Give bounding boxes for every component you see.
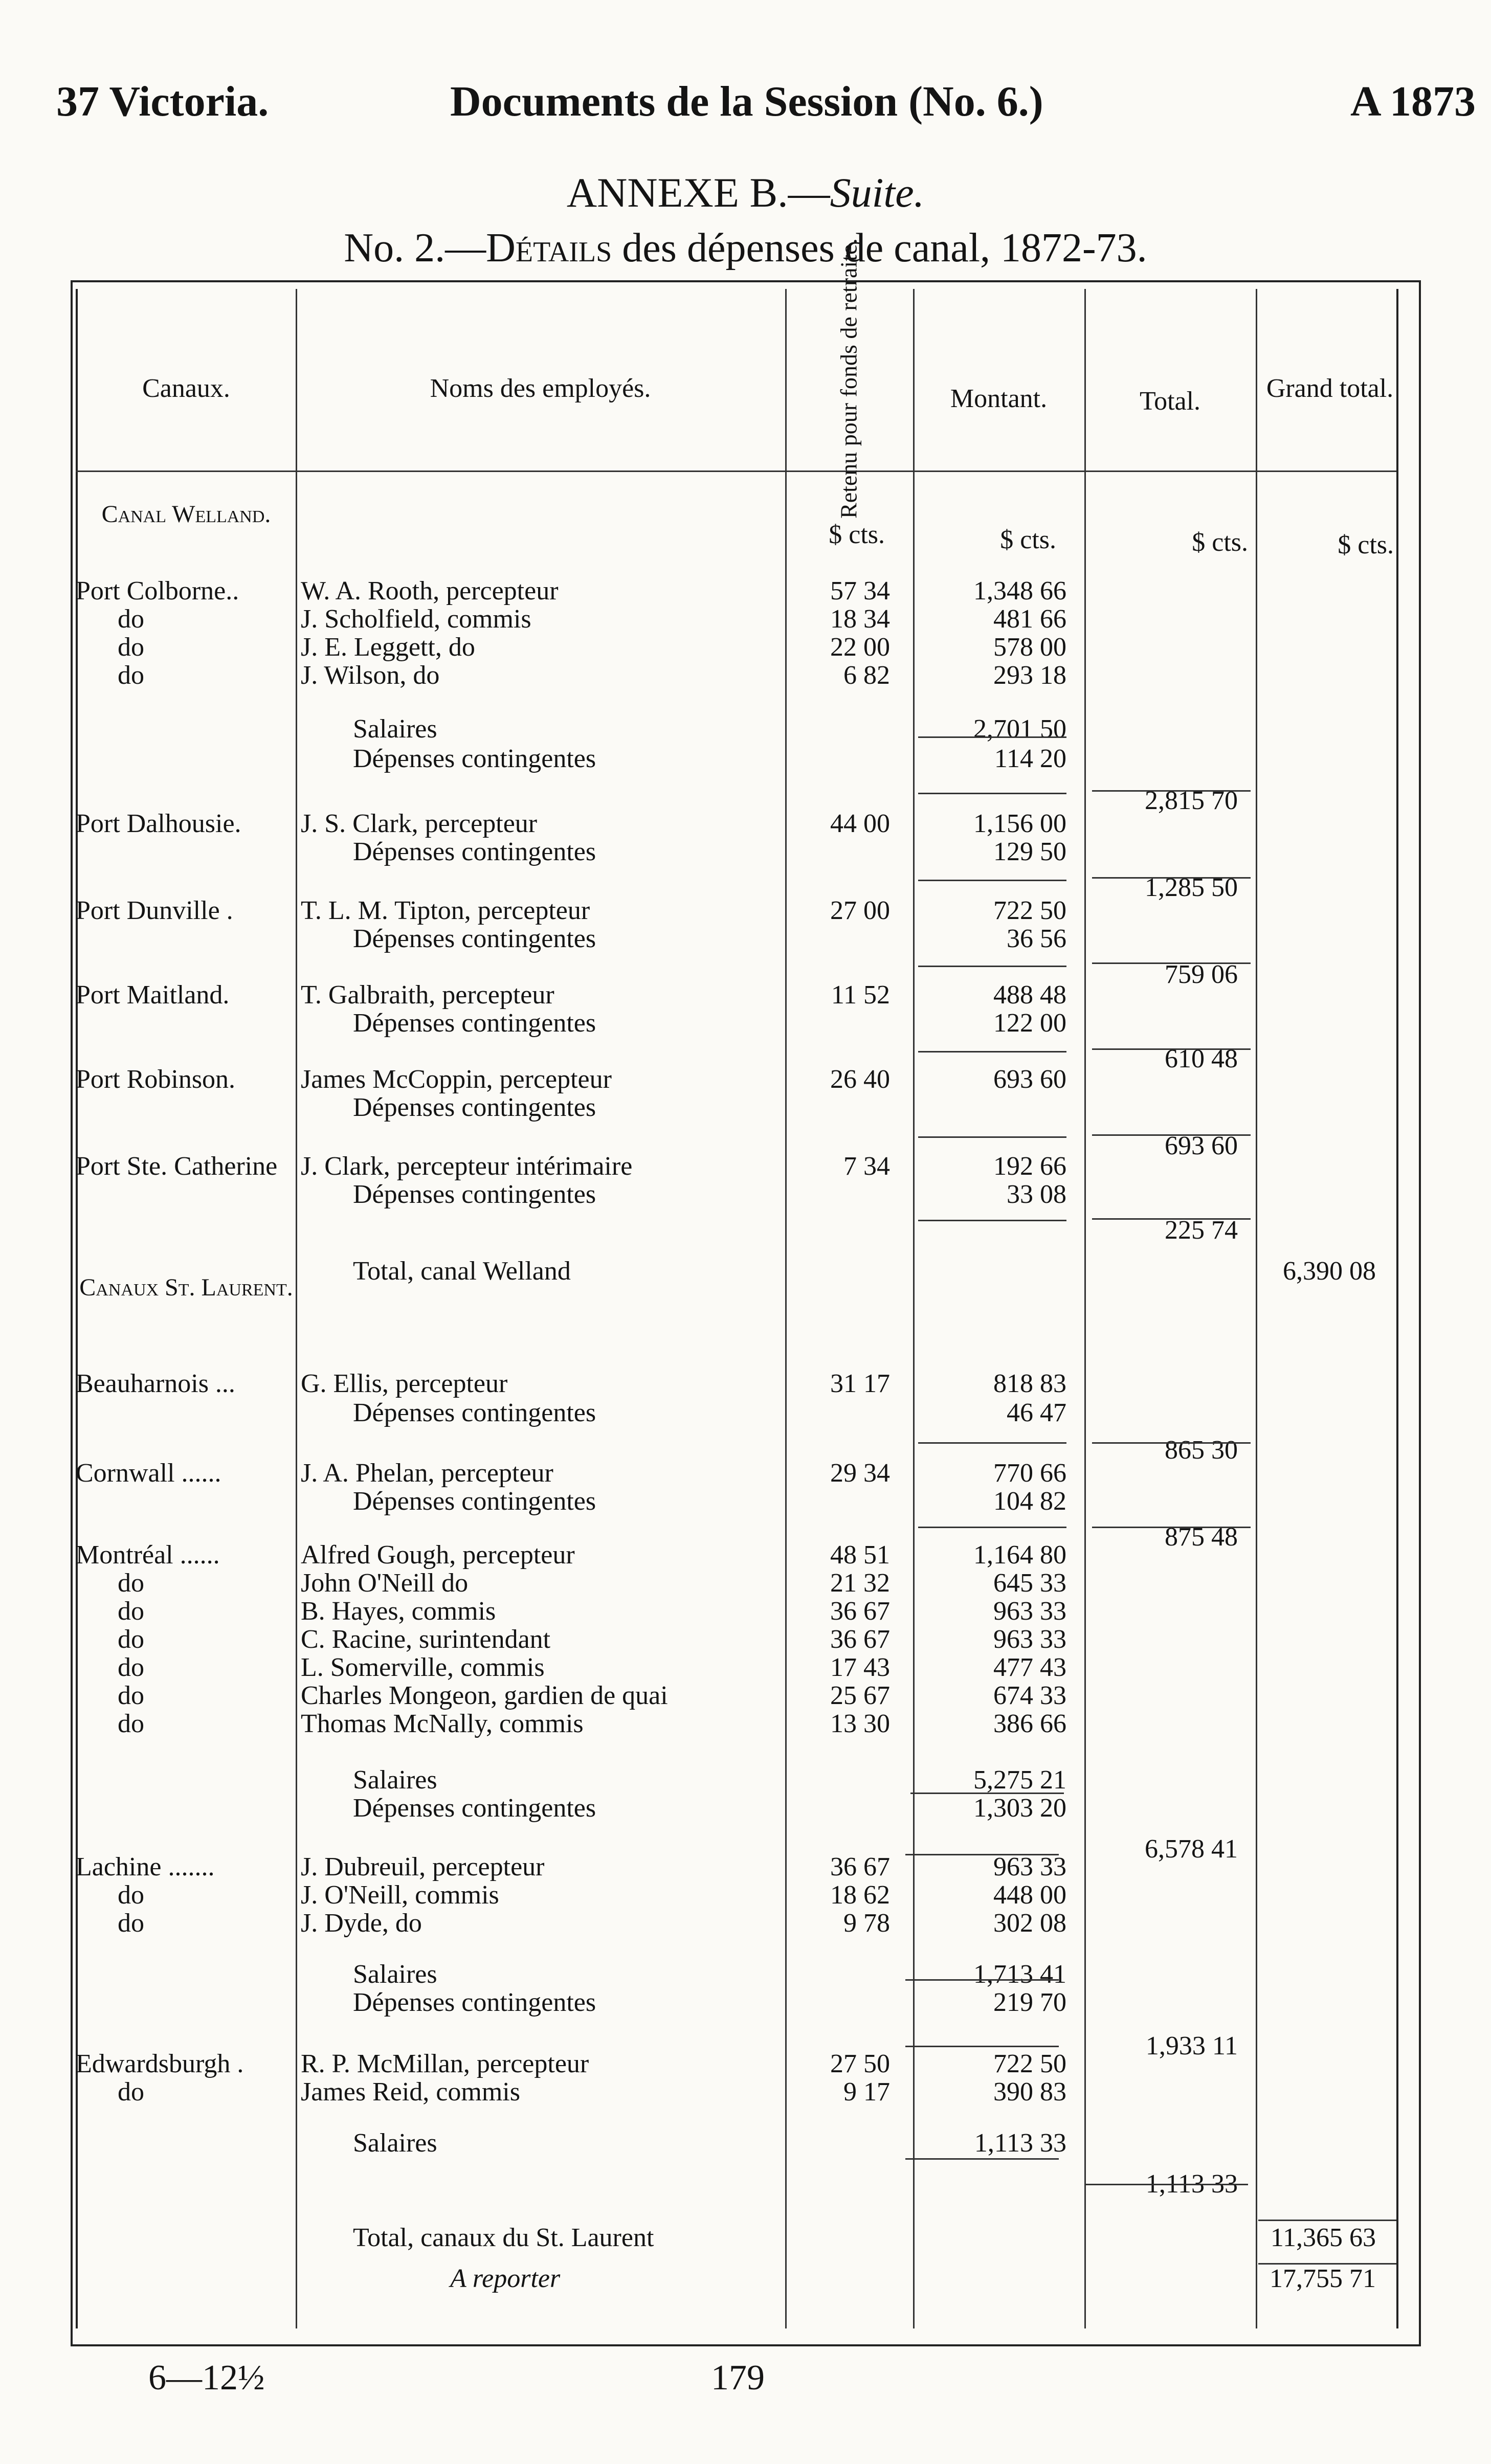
cell-name: Total, canaux du St. Laurent [353,2223,654,2252]
cell-name: J. O'Neill, commis [301,1880,499,1910]
cell-total: 865 30 [1165,1436,1238,1465]
cell-montant: 578 00 [993,633,1066,662]
cell-montant: 722 50 [993,2049,1066,2078]
page-number: 179 [711,2358,765,2398]
cell-retenu: 27 50 [830,2049,890,2078]
cell-name: C. Racine, surintendant [301,1625,551,1654]
cell-name: Dépenses contingentes [353,1988,596,2017]
cell-retenu: 22 00 [830,633,890,662]
cell-montant: 386 66 [993,1709,1066,1738]
cell-montant: 114 20 [994,744,1066,773]
cell-montant: 302 08 [993,1909,1066,1938]
cell-name: J. Wilson, do [301,661,440,690]
cell-canal: Port Dalhousie. [76,809,241,838]
subtotal-rule [918,793,1066,794]
cell-montant: 448 00 [993,1880,1066,1910]
cell-name: Charles Mongeon, gardien de quai [301,1681,668,1710]
cell-name: J. S. Clark, percepteur [301,809,538,838]
header-rule [76,471,1396,472]
cell-retenu: 57 34 [830,576,890,606]
cell-canal: do [118,1597,144,1626]
cell-montant: 104 82 [993,1487,1066,1516]
cell-name: J. A. Phelan, percepteur [301,1459,553,1488]
cell-montant: 1,713 41 [973,1960,1066,1989]
cell-montant: 1,164 80 [973,1540,1066,1570]
cell-retenu: 44 00 [830,809,890,838]
col-divider-canaux [296,289,297,2328]
cell-name: Salaires [353,714,437,744]
cell-montant: 46 47 [1007,1398,1066,1427]
cell-retenu: 17 43 [830,1653,890,1682]
cell-canal: Cornwall ...... [76,1459,221,1488]
cell-total: 225 74 [1165,1216,1238,1245]
subtotal-rule [918,1527,1066,1528]
cell-canal: do [118,604,144,634]
subtotal-rule [918,966,1066,967]
cell-retenu: 36 67 [830,1852,890,1881]
subtotal-rule [1092,790,1251,792]
col-divider-total [1256,289,1257,2328]
cell-canal: do [118,1653,144,1682]
cell-total: 1,113 33 [1145,2169,1238,2199]
subtotal-rule [1092,1442,1251,1444]
cell-retenu: 9 17 [843,2077,890,2107]
subtotal-rule [918,1220,1066,1221]
cell-montant: 963 33 [993,1597,1066,1626]
cell-name: L. Somerville, commis [301,1653,545,1682]
cell-canal: Port Robinson. [76,1065,236,1094]
col-header-canaux: Canaux. [142,374,230,403]
subtotal-rule [918,1136,1066,1138]
cell-retenu: 11 52 [831,980,890,1010]
subtotal-rule [1092,1048,1251,1050]
table-inner-frame [76,289,1398,2328]
cell-name: J. Clark, percepteur intérimaire [301,1152,633,1181]
subtotal-rule [905,2046,1059,2047]
table-title-rest: des dépenses de canal, 1872-73. [612,226,1147,271]
col-header-total: Total. [1139,387,1201,416]
cell-name: J. Dyde, do [301,1909,422,1938]
session-year: 37 Victoria. [56,78,269,125]
cell-total: 1,285 50 [1145,873,1238,902]
cell-retenu: 9 78 [843,1909,890,1938]
cell-canal: do [118,1909,144,1938]
cell-retenu: 31 17 [830,1369,890,1398]
cell-name: B. Hayes, commis [301,1597,496,1626]
cell-montant: 122 00 [993,1009,1066,1038]
cell-montant: 33 08 [1007,1180,1066,1209]
cell-total: 693 60 [1165,1131,1238,1160]
cell-montant: 1,113 33 [974,2129,1066,2158]
cell-name: Dépenses contingentes [353,1093,596,1122]
cell-retenu: 36 67 [830,1625,890,1654]
cell-montant: 645 33 [993,1569,1066,1598]
table-number: No. 2.— [344,226,486,271]
cell-name: James Reid, commis [301,2077,520,2107]
cell-montant: 488 48 [993,980,1066,1010]
cell-montant: 770 66 [993,1459,1066,1488]
cell-montant: 481 66 [993,604,1066,634]
subtotal-rule [910,1793,1064,1794]
cell-montant: 477 43 [993,1653,1066,1682]
cell-total: 2,815 70 [1145,786,1238,815]
document-year: A 1873 [1350,78,1476,125]
grandtotal-rule [1258,2220,1396,2221]
cell-montant: 1,156 00 [973,809,1066,838]
subtotal-rule [1092,1134,1251,1136]
unit-montant: $ cts. [1000,525,1056,554]
cell-name: Total, canal Welland [353,1257,571,1286]
section-canal-welland: Canal Welland. [101,501,271,528]
cell-canal: Beauharnois ... [76,1369,235,1398]
cell-canal: Port Maitland. [76,980,230,1010]
cell-name: Thomas McNally, commis [301,1709,584,1738]
cell-montant: 722 50 [993,896,1066,925]
cell-grand: 17,755 71 [1270,2264,1376,2293]
subtotal-rule [918,880,1066,881]
subtotal-rule [918,1442,1066,1444]
cell-name: Dépenses contingentes [353,837,596,866]
cell-retenu: 21 32 [830,1569,890,1598]
cell-montant: 129 50 [993,837,1066,866]
cell-name: Salaires [353,1765,437,1795]
cell-canal: Edwardsburgh . [76,2049,244,2078]
cell-canal: Port Colborne.. [76,576,239,606]
cell-name: John O'Neill do [301,1569,469,1598]
cell-total: 759 06 [1165,960,1238,989]
cell-montant: 293 18 [993,661,1066,690]
table-title [0,225,1491,272]
cell-name: T. Galbraith, percepteur [301,980,554,1010]
grandtotal-rule [1258,2263,1396,2265]
cell-retenu: 26 40 [830,1065,890,1094]
cell-montant: 674 33 [993,1681,1066,1710]
cell-canal: do [118,633,144,662]
cell-grand: 11,365 63 [1270,2223,1376,2252]
cell-montant: 693 60 [993,1065,1066,1094]
cell-canal: Montréal ...... [76,1540,220,1570]
cell-montant: 1,348 66 [973,576,1066,606]
cell-retenu: 18 34 [830,604,890,634]
cell-name: Salaires [353,2129,437,2158]
cell-name: Alfred Gough, percepteur [301,1540,575,1570]
cell-total: 875 48 [1165,1522,1238,1552]
cell-canal: do [118,1880,144,1910]
cell-name: W. A. Rooth, percepteur [301,576,559,606]
unit-retenu: $ cts. [829,520,885,549]
col-header-montant: Montant. [950,384,1048,413]
subtotal-rule [1092,877,1251,879]
col-header-retenu-text: Retenu pour fonds de retraite. [835,238,862,519]
unit-total: $ cts. [1192,528,1248,557]
col-header-grand-total: Grand total. [1266,374,1394,403]
cell-name: Dépenses contingentes [353,744,596,773]
cell-canal: do [118,1625,144,1654]
subtotal-rule [905,1854,1059,1855]
document-series: Documents de la Session (No. 6.) [450,78,1043,125]
cell-montant: 36 56 [1007,924,1066,953]
cell-retenu: 18 62 [830,1880,890,1910]
cell-retenu: 36 67 [830,1597,890,1626]
cell-name: Dépenses contingentes [353,1180,596,1209]
cell-name: T. L. M. Tipton, percepteur [301,896,590,925]
cell-retenu: 27 00 [830,896,890,925]
cell-montant: 2,701 50 [973,714,1066,744]
subtotal-rule [918,1051,1066,1052]
cell-canal: Port Ste. Catherine [76,1152,278,1181]
cell-montant: 1,303 20 [973,1794,1066,1823]
subtotal-rule [905,1979,1059,1981]
subtotal-rule [905,2158,1059,2160]
cell-name: Dépenses contingentes [353,1009,596,1038]
subtotal-rule [1092,962,1251,964]
cell-retenu: 25 67 [830,1681,890,1710]
cell-name: Dépenses contingentes [353,924,596,953]
col-divider-montant [1084,289,1086,2328]
cell-retenu: 6 82 [843,661,890,690]
cell-name: J. E. Leggett, do [301,633,475,662]
cell-name: J. Scholfield, commis [301,604,531,634]
annexe-title [0,169,1491,217]
cell-name: J. Dubreuil, percepteur [301,1852,545,1881]
cell-name: Dépenses contingentes [353,1487,596,1516]
cell-montant: 192 66 [993,1152,1066,1181]
cell-name: R. P. McMillan, percepteur [301,2049,589,2078]
subtotal-rule [1092,1527,1251,1528]
cell-name: Salaires [353,1960,437,1989]
col-header-retenu [785,238,913,519]
cell-canal: do [118,1681,144,1710]
cell-montant: 219 70 [993,1988,1066,2017]
cell-montant: 963 33 [993,1625,1066,1654]
unit-grand: $ cts. [1338,530,1394,559]
cell-total: 610 48 [1165,1044,1238,1073]
col-divider-noms [785,289,787,2328]
cell-canal: do [118,661,144,690]
cell-canal: Port Dunville . [76,896,233,925]
cell-total: 6,578 41 [1145,1834,1238,1864]
cell-retenu: 29 34 [830,1459,890,1488]
cell-canal: do [118,1709,144,1738]
cell-name: James McCoppin, percepteur [301,1065,612,1094]
cell-retenu: 13 30 [830,1709,890,1738]
cell-grand: 6,390 08 [1283,1257,1376,1286]
cell-montant: 390 83 [993,2077,1066,2107]
table-title-smallcaps: Détails [486,226,612,271]
annexe-label: ANNEXE B.— [566,169,830,216]
col-divider-retenu [913,289,915,2328]
cell-total: 1,933 11 [1145,2031,1238,2060]
subtotal-rule [1084,2184,1248,2185]
cell-retenu: 48 51 [830,1540,890,1570]
subtotal-rule [918,736,1066,738]
cell-name: G. Ellis, percepteur [301,1369,508,1398]
cell-canal: do [118,2077,144,2107]
cell-retenu: 7 34 [843,1152,890,1181]
signature-mark: 6—12½ [148,2358,265,2398]
col-header-noms: Noms des employés. [430,374,651,403]
cell-name: A reporter [450,2264,561,2293]
cell-montant: 818 83 [993,1369,1066,1398]
annexe-suite: Suite. [830,169,925,216]
section-canaux-st-laurent: Canaux St. Laurent. [79,1274,293,1301]
subtotal-rule [1092,1218,1251,1220]
cell-name: Dépenses contingentes [353,1398,596,1427]
cell-name: Dépenses contingentes [353,1794,596,1823]
cell-canal: Lachine ....... [76,1852,215,1881]
cell-montant: 5,275 21 [973,1765,1066,1795]
cell-montant: 963 33 [993,1852,1066,1881]
cell-canal: do [118,1569,144,1598]
